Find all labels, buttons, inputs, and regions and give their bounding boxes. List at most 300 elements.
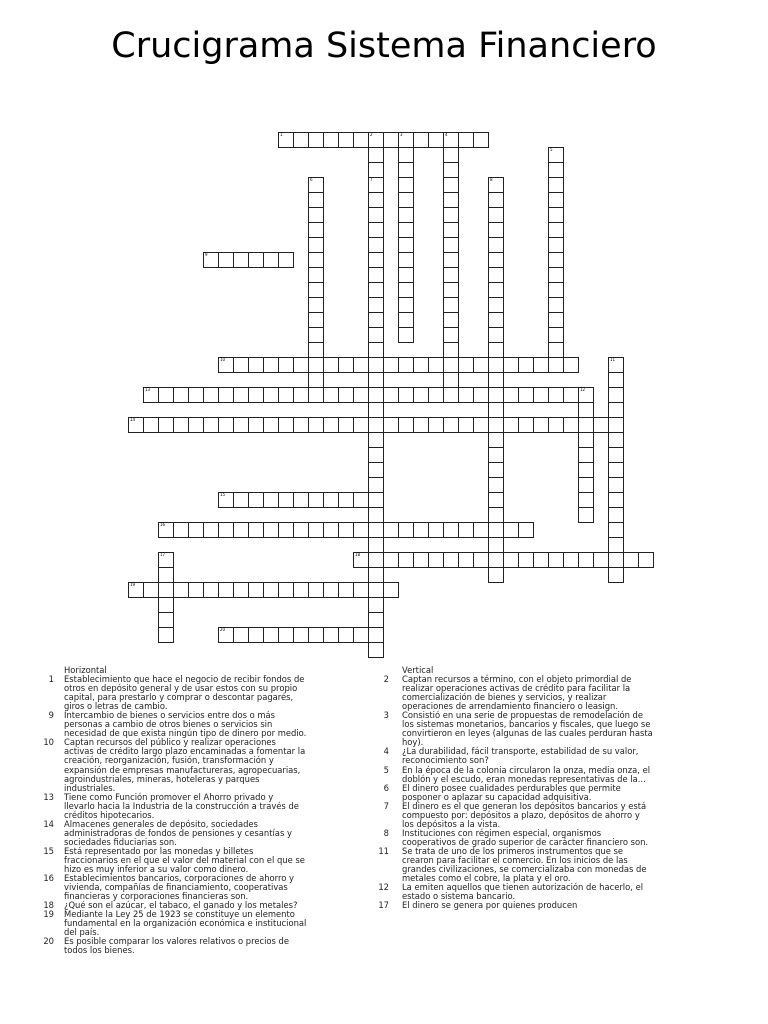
crossword-cell[interactable] [548,342,564,358]
crossword-cell[interactable] [308,627,324,643]
crossword-cell[interactable] [488,432,504,448]
crossword-cell[interactable] [398,327,414,343]
crossword-cell[interactable] [158,567,174,583]
crossword-cell[interactable] [248,387,264,403]
crossword-cell[interactable] [338,417,354,433]
crossword-cell[interactable] [398,132,414,148]
crossword-cell[interactable] [203,522,219,538]
crossword-cell[interactable] [578,492,594,508]
crossword-cell[interactable] [368,447,384,463]
crossword-cell[interactable] [308,342,324,358]
crossword-cell[interactable] [398,552,414,568]
crossword-cell[interactable] [368,237,384,253]
crossword-cell[interactable] [578,507,594,523]
crossword-cell[interactable] [488,462,504,478]
crossword-cell[interactable] [308,417,324,433]
crossword-cell[interactable] [578,417,594,433]
crossword-cell[interactable] [203,582,219,598]
crossword-cell[interactable] [488,192,504,208]
crossword-cell[interactable] [548,417,564,433]
crossword-cell[interactable] [143,417,159,433]
crossword-cell[interactable] [143,582,159,598]
crossword-cell[interactable] [188,387,204,403]
crossword-cell[interactable] [308,357,324,373]
crossword-cell[interactable] [308,387,324,403]
crossword-cell[interactable] [443,147,459,163]
crossword-cell[interactable] [368,267,384,283]
crossword-cell[interactable] [263,522,279,538]
crossword-cell[interactable] [608,567,624,583]
crossword-cell[interactable] [158,612,174,628]
crossword-cell[interactable] [338,357,354,373]
crossword-cell[interactable] [458,522,474,538]
crossword-cell[interactable] [173,582,189,598]
crossword-cell[interactable] [293,417,309,433]
crossword-cell[interactable] [593,417,609,433]
crossword-cell[interactable] [308,222,324,238]
crossword-cell[interactable] [233,387,249,403]
crossword-cell[interactable] [368,432,384,448]
crossword-cell[interactable] [368,222,384,238]
crossword-cell[interactable] [218,252,234,268]
crossword-cell[interactable] [308,207,324,223]
crossword-cell[interactable] [383,387,399,403]
crossword-cell[interactable] [278,492,294,508]
crossword-cell[interactable] [503,552,519,568]
crossword-cell[interactable] [593,552,609,568]
crossword-cell[interactable] [608,537,624,553]
crossword-cell[interactable] [518,387,534,403]
crossword-cell[interactable] [533,552,549,568]
crossword-cell[interactable] [293,492,309,508]
crossword-cell[interactable] [218,522,234,538]
crossword-cell[interactable] [368,642,384,658]
crossword-cell[interactable] [368,312,384,328]
crossword-cell[interactable] [128,417,144,433]
crossword-cell[interactable] [488,177,504,193]
crossword-cell[interactable] [353,387,369,403]
crossword-cell[interactable] [158,417,174,433]
crossword-cell[interactable] [383,132,399,148]
crossword-cell[interactable] [578,552,594,568]
crossword-cell[interactable] [488,267,504,283]
crossword-cell[interactable] [458,417,474,433]
crossword-cell[interactable] [368,147,384,163]
crossword-cell[interactable] [368,162,384,178]
crossword-cell[interactable] [488,327,504,343]
crossword-cell[interactable] [158,582,174,598]
crossword-cell[interactable] [533,357,549,373]
crossword-cell[interactable] [608,522,624,538]
crossword-cell[interactable] [293,357,309,373]
crossword-cell[interactable] [338,522,354,538]
crossword-cell[interactable] [578,477,594,493]
crossword-cell[interactable] [218,387,234,403]
crossword-cell[interactable] [368,537,384,553]
crossword-cell[interactable] [413,132,429,148]
crossword-cell[interactable] [548,357,564,373]
crossword-cell[interactable] [563,357,579,373]
crossword-cell[interactable] [578,447,594,463]
crossword-cell[interactable] [398,252,414,268]
crossword-cell[interactable] [398,177,414,193]
crossword-cell[interactable] [368,387,384,403]
crossword-cell[interactable] [368,522,384,538]
crossword-cell[interactable] [563,387,579,403]
crossword-cell[interactable] [428,552,444,568]
crossword-cell[interactable] [473,387,489,403]
crossword-cell[interactable] [548,192,564,208]
crossword-cell[interactable] [548,312,564,328]
crossword-cell[interactable] [548,297,564,313]
crossword-cell[interactable] [383,357,399,373]
crossword-cell[interactable] [233,627,249,643]
crossword-cell[interactable] [338,582,354,598]
crossword-cell[interactable] [503,522,519,538]
crossword-cell[interactable] [233,357,249,373]
crossword-cell[interactable] [353,582,369,598]
crossword-cell[interactable] [128,582,144,598]
crossword-cell[interactable] [248,417,264,433]
crossword-cell[interactable] [488,207,504,223]
crossword-cell[interactable] [443,267,459,283]
crossword-cell[interactable] [503,387,519,403]
crossword-cell[interactable] [473,132,489,148]
crossword-cell[interactable] [323,132,339,148]
crossword-cell[interactable] [488,402,504,418]
crossword-cell[interactable] [368,597,384,613]
crossword-cell[interactable] [548,162,564,178]
crossword-cell[interactable] [413,522,429,538]
crossword-cell[interactable] [608,372,624,388]
crossword-cell[interactable] [608,477,624,493]
crossword-cell[interactable] [188,417,204,433]
crossword-cell[interactable] [608,462,624,478]
crossword-cell[interactable] [323,357,339,373]
crossword-cell[interactable] [323,582,339,598]
crossword-cell[interactable] [278,252,294,268]
crossword-cell[interactable] [368,207,384,223]
crossword-cell[interactable] [188,522,204,538]
crossword-cell[interactable] [548,207,564,223]
crossword-cell[interactable] [263,357,279,373]
crossword-cell[interactable] [368,627,384,643]
crossword-cell[interactable] [488,297,504,313]
crossword-cell[interactable] [398,267,414,283]
crossword-cell[interactable] [158,597,174,613]
crossword-cell[interactable] [278,132,294,148]
crossword-cell[interactable] [383,582,399,598]
crossword-cell[interactable] [443,312,459,328]
crossword-cell[interactable] [578,432,594,448]
crossword-cell[interactable] [638,552,654,568]
crossword-cell[interactable] [488,552,504,568]
crossword-cell[interactable] [548,237,564,253]
crossword-cell[interactable] [368,477,384,493]
crossword-cell[interactable] [203,252,219,268]
crossword-cell[interactable] [323,387,339,403]
crossword-cell[interactable] [308,252,324,268]
crossword-cell[interactable] [173,387,189,403]
crossword-cell[interactable] [368,462,384,478]
crossword-cell[interactable] [443,282,459,298]
crossword-cell[interactable] [533,417,549,433]
crossword-cell[interactable] [443,192,459,208]
crossword-cell[interactable] [308,282,324,298]
crossword-cell[interactable] [278,627,294,643]
crossword-cell[interactable] [383,552,399,568]
crossword-cell[interactable] [443,222,459,238]
crossword-cell[interactable] [218,357,234,373]
crossword-cell[interactable] [488,387,504,403]
crossword-cell[interactable] [293,132,309,148]
crossword-cell[interactable] [368,357,384,373]
crossword-cell[interactable] [443,207,459,223]
crossword-cell[interactable] [473,357,489,373]
crossword-cell[interactable] [488,492,504,508]
crossword-cell[interactable] [248,582,264,598]
crossword-cell[interactable] [488,252,504,268]
crossword-cell[interactable] [443,327,459,343]
crossword-cell[interactable] [218,582,234,598]
crossword-cell[interactable] [368,492,384,508]
crossword-cell[interactable] [443,552,459,568]
crossword-cell[interactable] [218,492,234,508]
crossword-cell[interactable] [368,612,384,628]
crossword-cell[interactable] [548,552,564,568]
crossword-cell[interactable] [518,357,534,373]
crossword-cell[interactable] [428,357,444,373]
crossword-cell[interactable] [443,252,459,268]
crossword-cell[interactable] [443,387,459,403]
crossword-cell[interactable] [218,627,234,643]
crossword-cell[interactable] [263,417,279,433]
crossword-cell[interactable] [413,387,429,403]
crossword-cell[interactable] [338,132,354,148]
crossword-cell[interactable] [548,387,564,403]
crossword-cell[interactable] [263,387,279,403]
crossword-cell[interactable] [548,327,564,343]
crossword-cell[interactable] [608,432,624,448]
crossword-cell[interactable] [488,342,504,358]
crossword-cell[interactable] [248,627,264,643]
crossword-cell[interactable] [308,582,324,598]
crossword-cell[interactable] [398,162,414,178]
crossword-cell[interactable] [143,387,159,403]
crossword-cell[interactable] [368,402,384,418]
crossword-cell[interactable] [368,252,384,268]
crossword-cell[interactable] [293,522,309,538]
crossword-cell[interactable] [278,417,294,433]
crossword-cell[interactable] [548,222,564,238]
crossword-cell[interactable] [308,522,324,538]
crossword-cell[interactable] [518,522,534,538]
crossword-cell[interactable] [233,582,249,598]
crossword-cell[interactable] [278,387,294,403]
crossword-cell[interactable] [608,552,624,568]
crossword-cell[interactable] [608,417,624,433]
crossword-cell[interactable] [368,417,384,433]
crossword-cell[interactable] [368,372,384,388]
crossword-cell[interactable] [398,147,414,163]
crossword-cell[interactable] [308,312,324,328]
crossword-cell[interactable] [473,522,489,538]
crossword-cell[interactable] [308,372,324,388]
crossword-cell[interactable] [443,417,459,433]
crossword-cell[interactable] [503,417,519,433]
crossword-cell[interactable] [608,447,624,463]
crossword-cell[interactable] [488,357,504,373]
crossword-cell[interactable] [488,222,504,238]
crossword-cell[interactable] [353,492,369,508]
crossword-cell[interactable] [428,387,444,403]
crossword-cell[interactable] [368,192,384,208]
crossword-cell[interactable] [398,417,414,433]
crossword-cell[interactable] [158,627,174,643]
crossword-cell[interactable] [353,627,369,643]
crossword-cell[interactable] [263,492,279,508]
crossword-cell[interactable] [458,357,474,373]
crossword-cell[interactable] [443,342,459,358]
crossword-cell[interactable] [398,522,414,538]
crossword-cell[interactable] [443,372,459,388]
crossword-cell[interactable] [428,417,444,433]
crossword-cell[interactable] [248,522,264,538]
crossword-cell[interactable] [158,387,174,403]
crossword-cell[interactable] [263,582,279,598]
crossword-cell[interactable] [323,417,339,433]
crossword-cell[interactable] [293,627,309,643]
crossword-cell[interactable] [353,357,369,373]
crossword-cell[interactable] [398,357,414,373]
crossword-cell[interactable] [398,282,414,298]
crossword-cell[interactable] [203,387,219,403]
crossword-cell[interactable] [473,417,489,433]
crossword-cell[interactable] [263,252,279,268]
crossword-cell[interactable] [548,267,564,283]
crossword-cell[interactable] [563,552,579,568]
crossword-cell[interactable] [518,417,534,433]
crossword-cell[interactable] [383,417,399,433]
crossword-cell[interactable] [488,372,504,388]
crossword-cell[interactable] [608,402,624,418]
crossword-cell[interactable] [263,627,279,643]
crossword-cell[interactable] [578,462,594,478]
crossword-cell[interactable] [323,522,339,538]
crossword-cell[interactable] [398,297,414,313]
crossword-cell[interactable] [548,147,564,163]
crossword-cell[interactable] [338,627,354,643]
crossword-cell[interactable] [548,177,564,193]
crossword-cell[interactable] [443,297,459,313]
crossword-cell[interactable] [368,282,384,298]
crossword-cell[interactable] [428,132,444,148]
crossword-cell[interactable] [563,417,579,433]
crossword-cell[interactable] [608,357,624,373]
crossword-cell[interactable] [443,237,459,253]
crossword-cell[interactable] [188,582,204,598]
crossword-cell[interactable] [293,582,309,598]
crossword-cell[interactable] [338,492,354,508]
crossword-cell[interactable] [488,282,504,298]
crossword-cell[interactable] [608,387,624,403]
crossword-cell[interactable] [233,417,249,433]
crossword-cell[interactable] [368,567,384,583]
crossword-cell[interactable] [353,417,369,433]
crossword-cell[interactable] [443,522,459,538]
crossword-cell[interactable] [548,282,564,298]
crossword-cell[interactable] [578,387,594,403]
crossword-cell[interactable] [308,297,324,313]
crossword-cell[interactable] [488,312,504,328]
crossword-cell[interactable] [353,522,369,538]
crossword-cell[interactable] [173,417,189,433]
crossword-cell[interactable] [248,492,264,508]
crossword-cell[interactable] [458,552,474,568]
crossword-cell[interactable] [248,357,264,373]
crossword-cell[interactable] [368,297,384,313]
crossword-cell[interactable] [233,492,249,508]
crossword-cell[interactable] [488,447,504,463]
crossword-cell[interactable] [398,222,414,238]
crossword-cell[interactable] [308,132,324,148]
crossword-cell[interactable] [473,552,489,568]
crossword-cell[interactable] [308,192,324,208]
crossword-cell[interactable] [203,417,219,433]
crossword-cell[interactable] [443,132,459,148]
crossword-cell[interactable] [248,252,264,268]
crossword-cell[interactable] [518,552,534,568]
crossword-cell[interactable] [368,177,384,193]
crossword-cell[interactable] [488,477,504,493]
crossword-cell[interactable] [458,387,474,403]
crossword-cell[interactable] [503,357,519,373]
crossword-cell[interactable] [398,387,414,403]
crossword-cell[interactable] [428,522,444,538]
crossword-cell[interactable] [398,237,414,253]
crossword-cell[interactable] [218,417,234,433]
crossword-cell[interactable] [308,492,324,508]
crossword-cell[interactable] [443,357,459,373]
crossword-cell[interactable] [548,252,564,268]
crossword-cell[interactable] [233,522,249,538]
crossword-cell[interactable] [353,132,369,148]
crossword-cell[interactable] [488,522,504,538]
crossword-cell[interactable] [578,402,594,418]
crossword-cell[interactable] [308,177,324,193]
crossword-cell[interactable] [413,552,429,568]
crossword-cell[interactable] [293,387,309,403]
crossword-cell[interactable] [233,252,249,268]
crossword-cell[interactable] [398,207,414,223]
crossword-cell[interactable] [158,552,174,568]
crossword-cell[interactable] [368,507,384,523]
crossword-cell[interactable] [338,387,354,403]
crossword-cell[interactable] [488,567,504,583]
crossword-cell[interactable] [443,162,459,178]
crossword-cell[interactable] [368,552,384,568]
crossword-cell[interactable] [368,132,384,148]
crossword-cell[interactable] [488,237,504,253]
crossword-cell[interactable] [323,492,339,508]
crossword-cell[interactable] [398,312,414,328]
crossword-cell[interactable] [533,387,549,403]
crossword-cell[interactable] [308,267,324,283]
crossword-cell[interactable] [353,552,369,568]
crossword-cell[interactable] [368,582,384,598]
crossword-cell[interactable] [308,237,324,253]
crossword-cell[interactable] [623,552,639,568]
